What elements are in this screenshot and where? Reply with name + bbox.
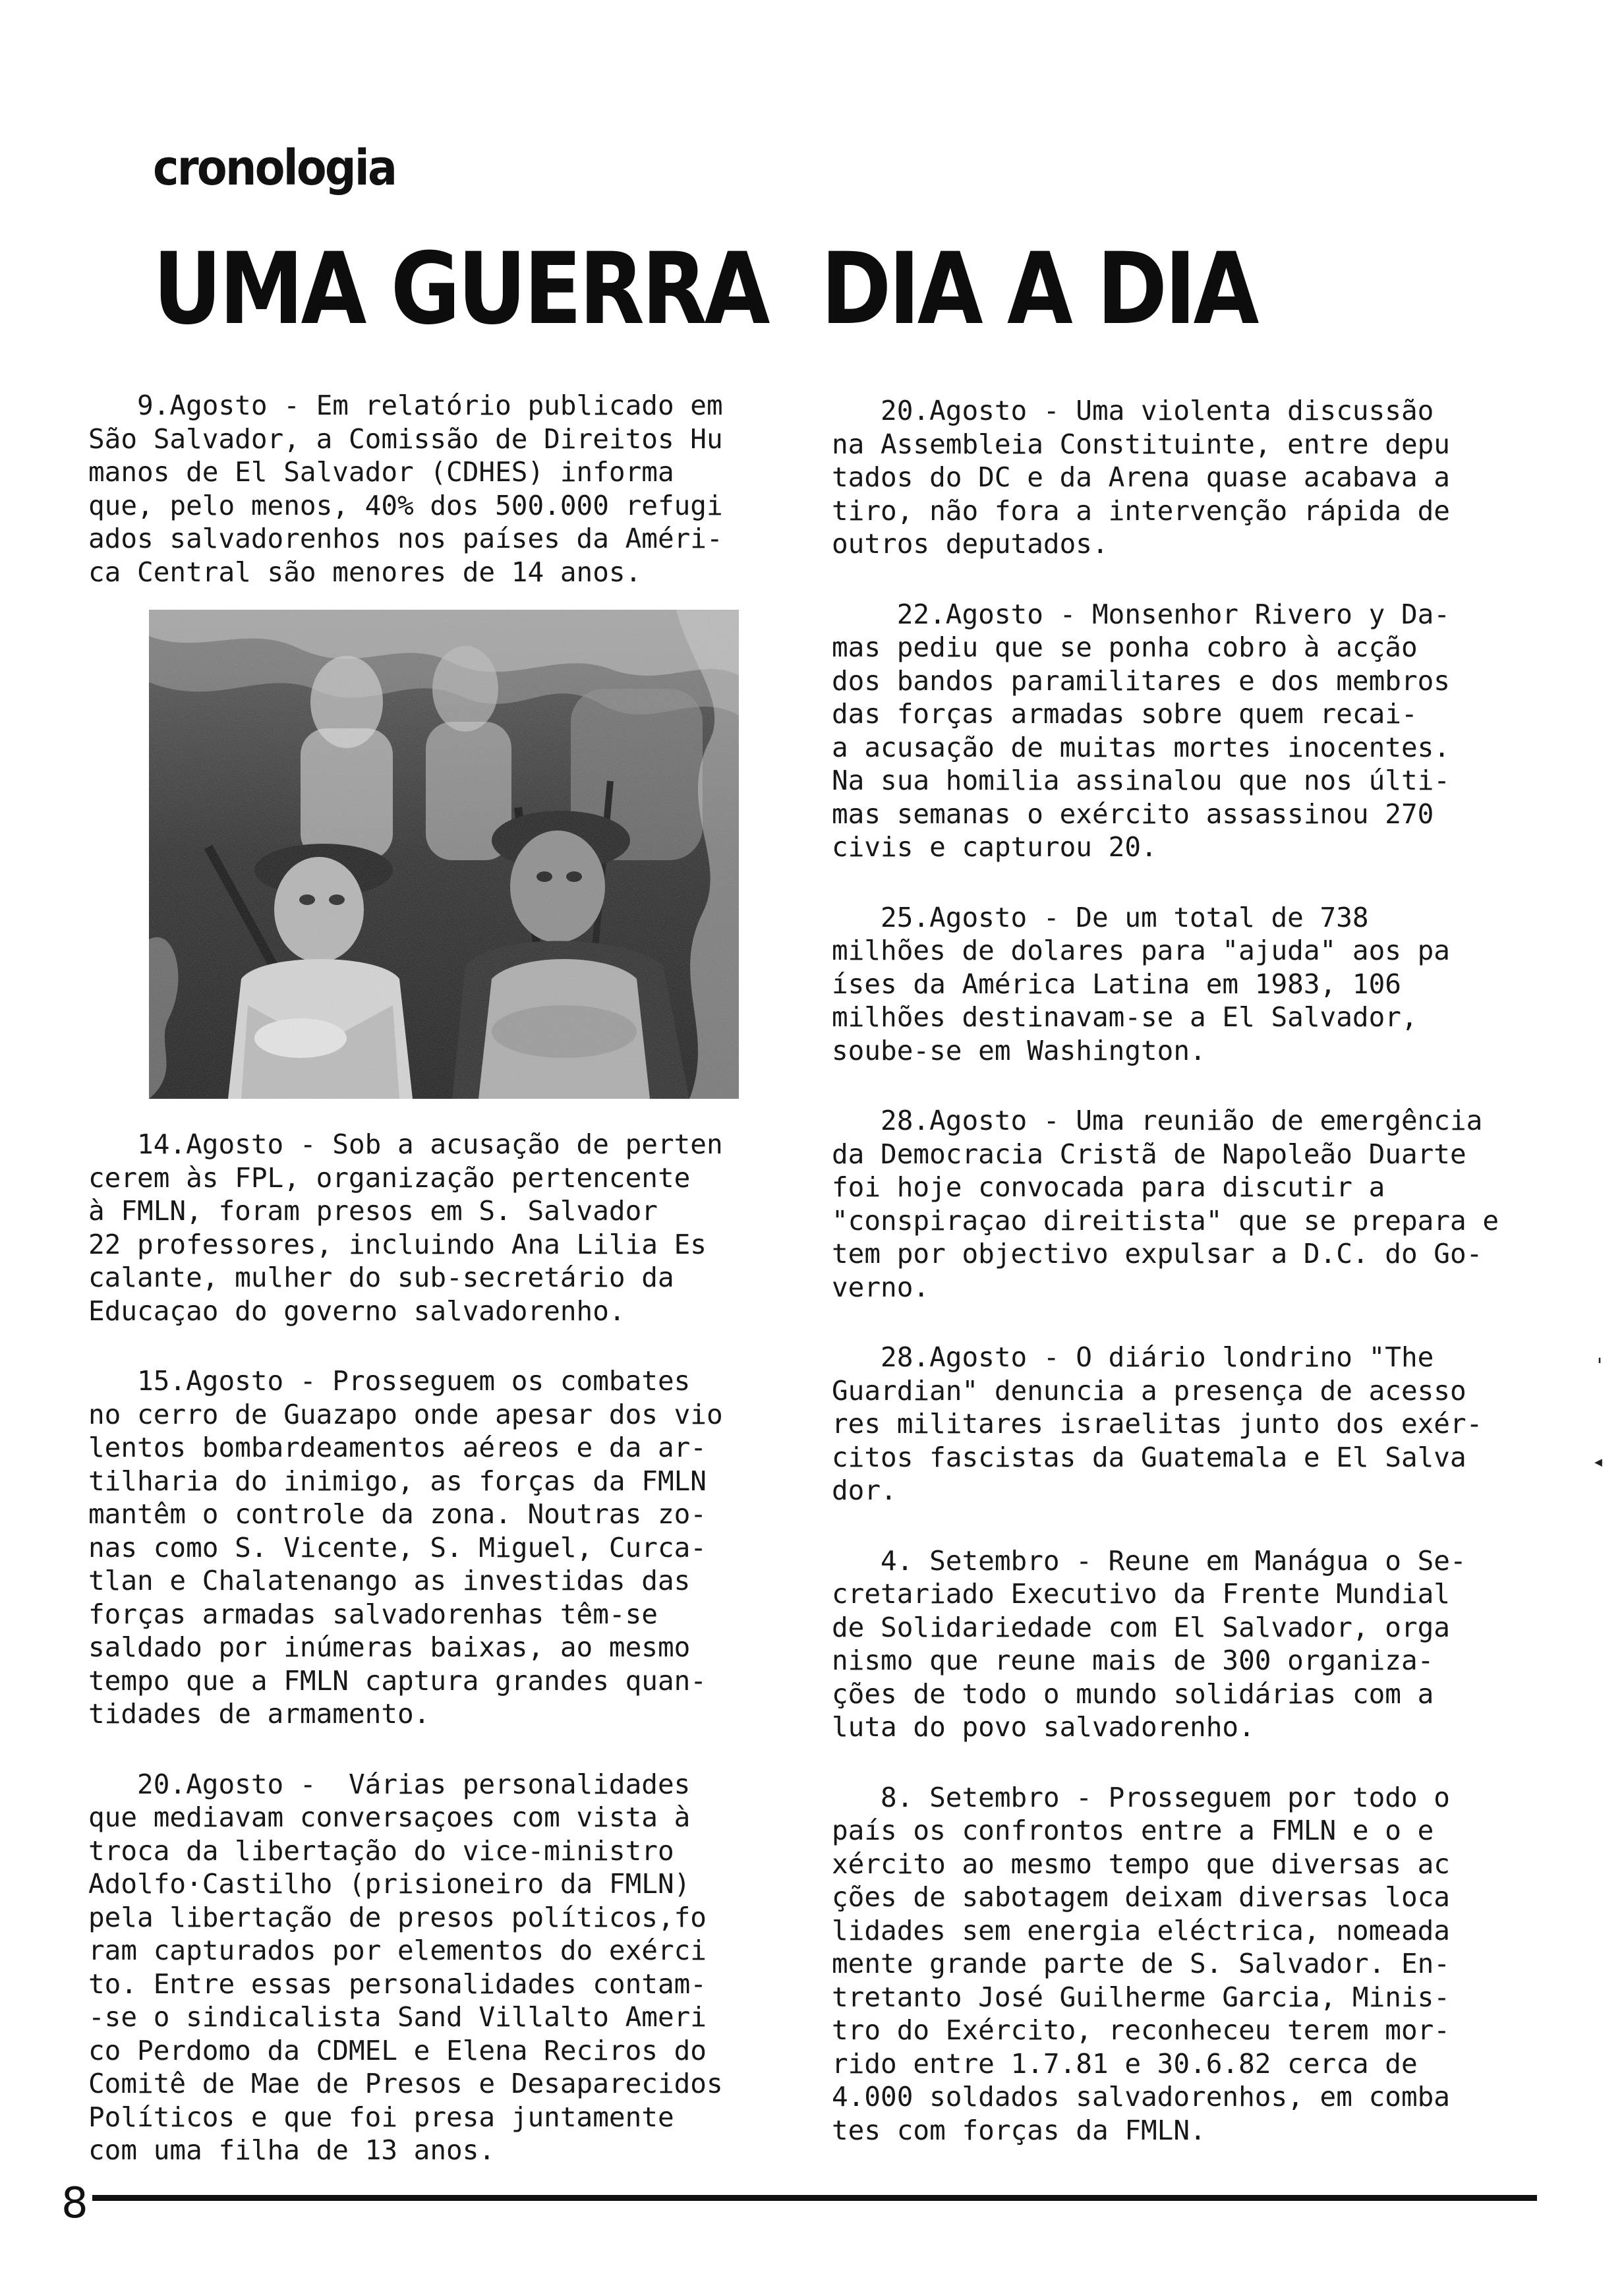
page-number: 8 [61, 2179, 88, 2228]
entry-4-setembro: 4. Setembro - Reune em Manágua o Se- cretariado Executivo da Frente Mundial de Solidariedade com El Salvador, orga nismo que reune mais de 300 organiza- ções de todo o mundo solidárias com a luta do povo salvadorenho. [832, 1544, 1466, 1743]
entry-28-agosto-guardian: 28.Agosto - O diário londrino "The Guardian" denuncia a presença de acesso res militares israelitas junto dos exér- citos fascistas da Guatemala e El Salva dor. [832, 1341, 1483, 1506]
entry-28-agosto-reuniao: 28.Agosto - Uma reunião de emergência da Democracia Cristã de Napoleão Duarte foi hoje convocada para discutir a "conspiraçao direitista" que se prepara e tem por objectivo expulsar a D.C. do Go- verno. [832, 1105, 1499, 1303]
page-headline: UMA GUERRA DIA A DIA [153, 232, 1257, 347]
margin-mark: ' [1594, 1355, 1606, 1378]
entry-22-agosto: 22.Agosto - Monsenhor Rivero y Da- mas pediu que se ponha cobro à acção dos bandos paramilitares e dos membros das forças armadas sobre quem recai- a acusação de muitas mortes inocentes. Na sua homilia assinalou que nos últi- mas semanas o exército assassinou 270 civis e capturou 20. [832, 598, 1450, 863]
guerrilla-photo [149, 610, 739, 1099]
entry-14-agosto: 14.Agosto - Sob a acusação de perten cerem às FPL, organização pertencente à FMLN, foram presos em S. Salvador 22 professores, incluindo Ana Lilia Es calante, mulher do sub-secretário da Educaçao do governo salvadorenho. [88, 1128, 723, 1327]
footer-rule [92, 2195, 1537, 2201]
entry-8-setembro: 8. Setembro - Prosseguem por todo o país os confrontos entre a FMLN e o e xército ao mesmo tempo que diversas ac ções de sabotagem deixam diversas loca lidades sem energia eléctrica, nomeada mente grande parte de S. Salvador. En- tretanto José Guilherme Garcia, Minis- tro do Exército, reconheceu terem mor- rido entre 1.7.81 e 30.6.82 cerca de 4.000 soldados salvadorenhos, em comba tes com forças da FMLN. [832, 1781, 1450, 2146]
margin-mark: ◂ [1592, 1450, 1605, 1473]
entry-20-agosto-personalidades: 20.Agosto - Várias personalidades que mediavam conversaçoes com vista à troca da libertação do vice-ministro Adolfo·Castilho (prisioneiro da FMLN) pela libertação de presos políticos,fo ram capturados por elementos do exérci to. Entre essas personalidades contam- -se o sindicalista Sand Villalto Ameri co Perdomo da CDMEL e Elena Reciros do Comitê de Mae de Presos e Desaparecidos Políticos e que foi presa juntamente com uma filha de 13 anos. [88, 1768, 723, 2166]
left-column [88, 389, 734, 2167]
section-kicker: cronologia [153, 140, 396, 196]
entry-15-agosto: 15.Agosto - Prosseguem os combates no cerro de Guazapo onde apesar dos vio lentos bombardeamentos aéreos e da ar- tilharia do inimigo, as forças da FMLN mantêm o controle da zona. Noutras zo- nas como S. Vicente, S. Miguel, Curca- tlan e Chalatenango as investidas das forças armadas salvadorenhas têm-se saldado por inúmeras baixas, ao mesmo tempo que a FMLN captura grandes quan- tidades de armamento. [88, 1365, 723, 1730]
entry-20-agosto-assembleia: 20.Agosto - Uma violenta discussão na Assembleia Constituinte, entre depu tados do DC e da Arena quase acabava a tiro, não fora a intervenção rápida de outros deputados. [832, 395, 1450, 560]
entry-25-agosto: 25.Agosto - De um total de 738 milhões de dolares para "ajuda" aos pa íses da América Latina em 1983, 106 milhões destinavam-se a El Salvador, soube-se em Washington. [832, 901, 1450, 1066]
photo-image [149, 610, 739, 1099]
entry-9-agosto: 9.Agosto - Em relatório publicado em São Salvador, a Comissão de Direitos Hu manos de El Salvador (CDHES) informa que, pelo menos, 40% dos 500.000 refugi ados salvadorenhos nos países da Améri- ca Central são menores de 14 anos. [88, 390, 723, 588]
right-column [832, 394, 1499, 2147]
